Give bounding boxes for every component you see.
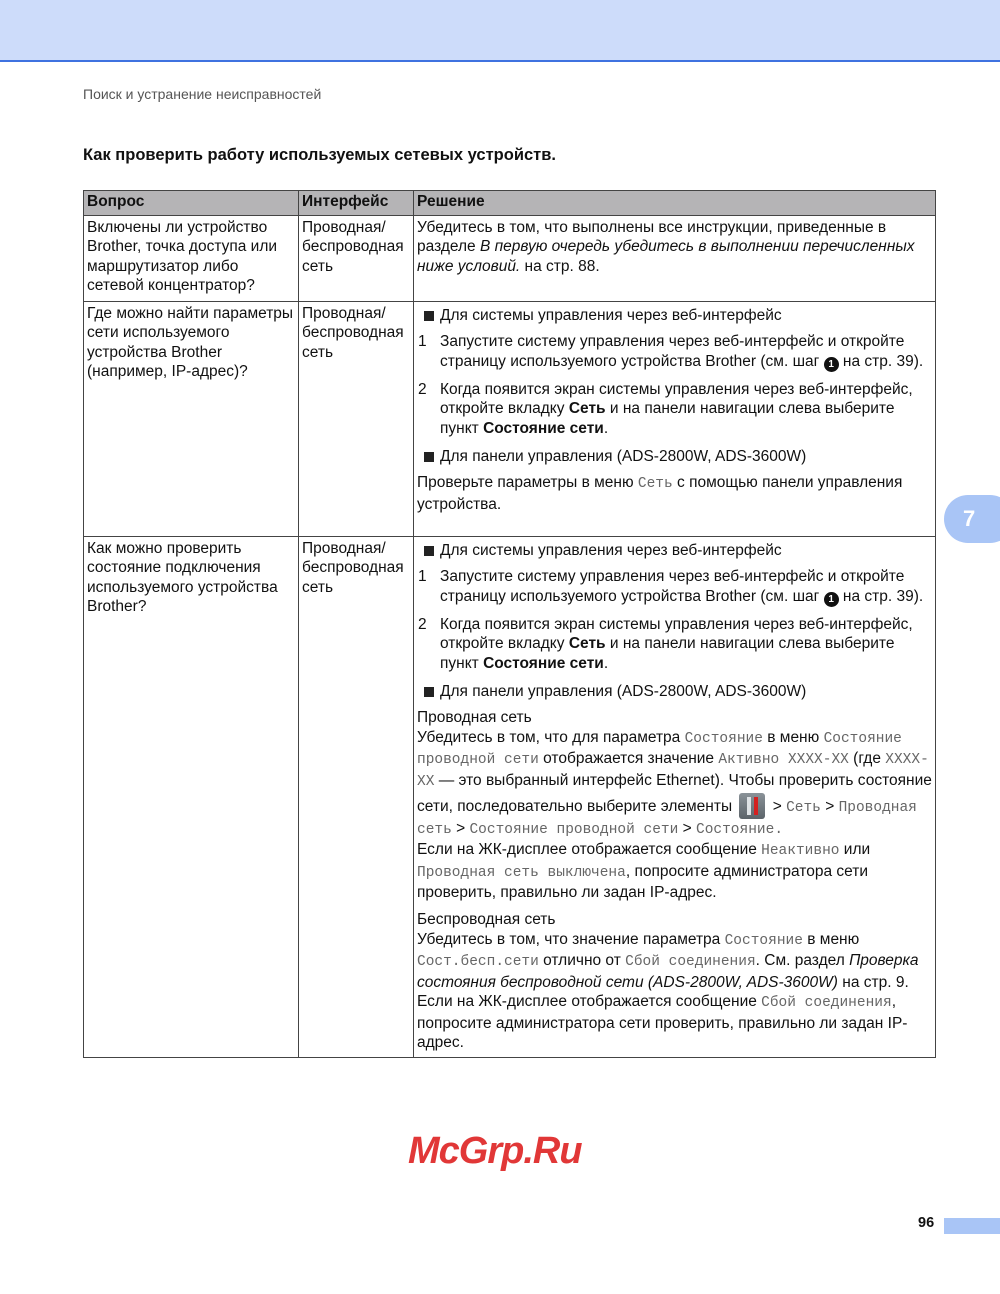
text-segment: В первую очередь убедитесь в выполнении перечисленных ниже условий. bbox=[417, 238, 915, 275]
table-row bbox=[84, 215, 936, 301]
solution-cell bbox=[414, 301, 936, 536]
paragraph bbox=[417, 218, 932, 277]
table-header-row bbox=[84, 191, 936, 216]
lcd-menu-text: Сбой соединения bbox=[625, 954, 756, 971]
lcd-menu-text: Сост.бесп.сети bbox=[417, 954, 539, 971]
lcd-menu-text: Состояние bbox=[724, 932, 803, 949]
text-segment: и на панели навигации слева выберите пункт bbox=[440, 400, 895, 437]
watermark: McGrp.Ru bbox=[408, 1130, 582, 1172]
text-segment: Убедитесь в том, что значение параметра bbox=[417, 930, 725, 948]
text-segment: Запустите систему управления через веб-интерфейс и откройте страницу используемого устройства Brother (см. шаг bbox=[440, 333, 905, 370]
troubleshooting-table bbox=[83, 190, 936, 1058]
text-segment: . bbox=[603, 419, 609, 437]
text-segment: Для панели управления (ADS-2800W, ADS-3600W) bbox=[440, 682, 807, 700]
lcd-menu-text: Проводная сеть bbox=[417, 799, 917, 838]
bullet-item bbox=[417, 541, 932, 561]
text-segment: . bbox=[603, 654, 609, 672]
text-segment: . См. раздел bbox=[755, 952, 850, 970]
bullet-item bbox=[417, 447, 932, 467]
lcd-menu-text: Сеть bbox=[786, 799, 821, 816]
text-segment: , попросите администратора сети проверить, правильно ли задан IP-адрес. bbox=[417, 862, 869, 902]
solution-cell bbox=[414, 215, 936, 301]
text-segment: Проверьте параметры в меню bbox=[417, 474, 638, 492]
lcd-menu-text: XXXX-XX bbox=[417, 752, 929, 790]
text-segment: Состояние сети bbox=[483, 654, 604, 672]
lcd-menu-text: Сбой соединения bbox=[761, 995, 892, 1012]
step-number: 1 bbox=[418, 333, 427, 351]
text-segment: Проверка состояния беспроводной сети (ADS-2800W, ADS-3600W) bbox=[417, 952, 919, 991]
text-segment: на стр. 39). bbox=[838, 587, 924, 605]
page-number-bar bbox=[944, 1218, 1000, 1234]
text-segment: Сеть bbox=[568, 635, 606, 653]
solution-cell bbox=[414, 536, 936, 1057]
text-segment: > bbox=[820, 797, 839, 815]
text-segment: Сеть bbox=[568, 400, 606, 418]
numbered-step bbox=[417, 332, 932, 372]
text-segment: в меню bbox=[762, 728, 824, 746]
step-number: 1 bbox=[418, 568, 427, 586]
text-segment: Когда появится экран системы управления через веб-интерфейс, откройте вкладку bbox=[440, 380, 913, 418]
lcd-menu-text: Неактивно bbox=[761, 843, 840, 860]
text-segment: Когда появится экран системы управления через веб-интерфейс, откройте вкладку bbox=[440, 615, 913, 653]
step-marker-icon: 1 bbox=[824, 592, 839, 607]
column-header-solution: Решение bbox=[414, 191, 936, 216]
numbered-step bbox=[417, 615, 932, 674]
text-segment: Убедитесь в том, что выполнены все инструкции, приведенные в разделе bbox=[417, 218, 887, 256]
step-marker-icon: 1 bbox=[824, 357, 839, 372]
text-segment: с помощью панели управления устройства. bbox=[417, 474, 903, 513]
text-segment: > bbox=[678, 819, 696, 837]
text-segment: на стр. 88. bbox=[520, 257, 600, 275]
interface-cell: Проводная/ беспроводная сеть bbox=[299, 301, 414, 536]
table-row bbox=[84, 536, 936, 1057]
bullet-item bbox=[417, 306, 932, 326]
paragraph bbox=[417, 840, 932, 903]
column-header-question: Вопрос bbox=[84, 191, 299, 216]
paragraph bbox=[417, 473, 932, 514]
text-segment: > bbox=[451, 819, 470, 837]
lcd-menu-text: Активно XXXX-XX bbox=[718, 752, 849, 769]
chapter-tab[interactable]: 7 bbox=[944, 495, 1000, 543]
text-segment: > bbox=[768, 797, 787, 815]
text-segment: на стр. 39). bbox=[838, 352, 924, 370]
text-segment: Беспроводная сеть bbox=[417, 910, 556, 928]
text-segment: (где bbox=[848, 750, 886, 768]
lcd-menu-text: Сеть bbox=[637, 476, 673, 493]
question-cell: Где можно найти параметры сети используемого устройства Brother (например, IP-адрес)? bbox=[84, 301, 299, 536]
text-segment: Убедитесь в том, что для параметра bbox=[417, 728, 685, 746]
lcd-menu-text: Состояние проводной сети bbox=[417, 730, 902, 769]
text-segment: в меню bbox=[802, 930, 860, 948]
text-segment: — это выбранный интерфейс Ethernet). Чтобы проверить состояние сети, последовательно выберите элементы bbox=[417, 771, 932, 815]
text-segment: Состояние сети bbox=[483, 419, 604, 437]
text-segment: , попросите администратора сети проверить, правильно ли задан IP-адрес. bbox=[417, 993, 908, 1052]
interface-cell: Проводная/ беспроводная сеть bbox=[299, 215, 414, 301]
step-number: 2 bbox=[418, 380, 427, 398]
text-segment: на стр. 9. Если на ЖК-дисплее отображается сообщение bbox=[417, 973, 909, 1011]
question-cell: Как можно проверить состояние подключения используемого устройства Brother? bbox=[84, 536, 299, 1057]
paragraph bbox=[417, 910, 932, 930]
paragraph bbox=[417, 708, 932, 728]
text-segment: Проводная сеть bbox=[417, 709, 532, 727]
text-segment: отображается значение bbox=[538, 750, 719, 768]
paragraph bbox=[417, 930, 932, 1054]
text-segment: Для панели управления (ADS-2800W, ADS-3600W) bbox=[440, 447, 807, 465]
header-band bbox=[0, 0, 1000, 62]
column-header-interface: Интерфейс bbox=[299, 191, 414, 216]
text-segment: Для системы управления через веб-интерфейс bbox=[440, 541, 782, 559]
text-segment: Запустите систему управления через веб-интерфейс и откройте страницу используемого устройства Brother (см. шаг bbox=[440, 568, 905, 605]
numbered-step bbox=[417, 380, 932, 439]
numbered-step bbox=[417, 567, 932, 607]
bullet-item bbox=[417, 682, 932, 702]
running-title: Поиск и устранение неисправностей bbox=[83, 86, 322, 102]
text-segment: Если на ЖК-дисплее отображается сообщение bbox=[417, 841, 762, 859]
page-number: 96 bbox=[918, 1215, 935, 1231]
text-segment: и на панели навигации слева выберите пункт bbox=[440, 635, 895, 672]
interface-cell: Проводная/ беспроводная сеть bbox=[299, 536, 414, 1057]
question-cell: Включены ли устройство Brother, точка доступа или маршрутизатор либо сетевой концентратор? bbox=[84, 215, 299, 301]
text-segment: или bbox=[839, 841, 871, 859]
lcd-menu-text: Проводная сеть выключена bbox=[417, 864, 626, 881]
text-segment: Для системы управления через веб-интерфейс bbox=[440, 306, 782, 324]
text-segment: отлично от bbox=[538, 952, 626, 970]
step-number: 2 bbox=[418, 615, 427, 633]
section-title: Как проверить работу используемых сетевых устройств. bbox=[83, 146, 556, 164]
settings-tools-icon bbox=[739, 793, 765, 819]
paragraph bbox=[417, 728, 932, 840]
lcd-menu-text: Состояние. bbox=[696, 821, 784, 838]
lcd-menu-text: Состояние проводной сети bbox=[469, 821, 679, 838]
table-row bbox=[84, 301, 936, 536]
lcd-menu-text: Состояние bbox=[684, 730, 763, 747]
